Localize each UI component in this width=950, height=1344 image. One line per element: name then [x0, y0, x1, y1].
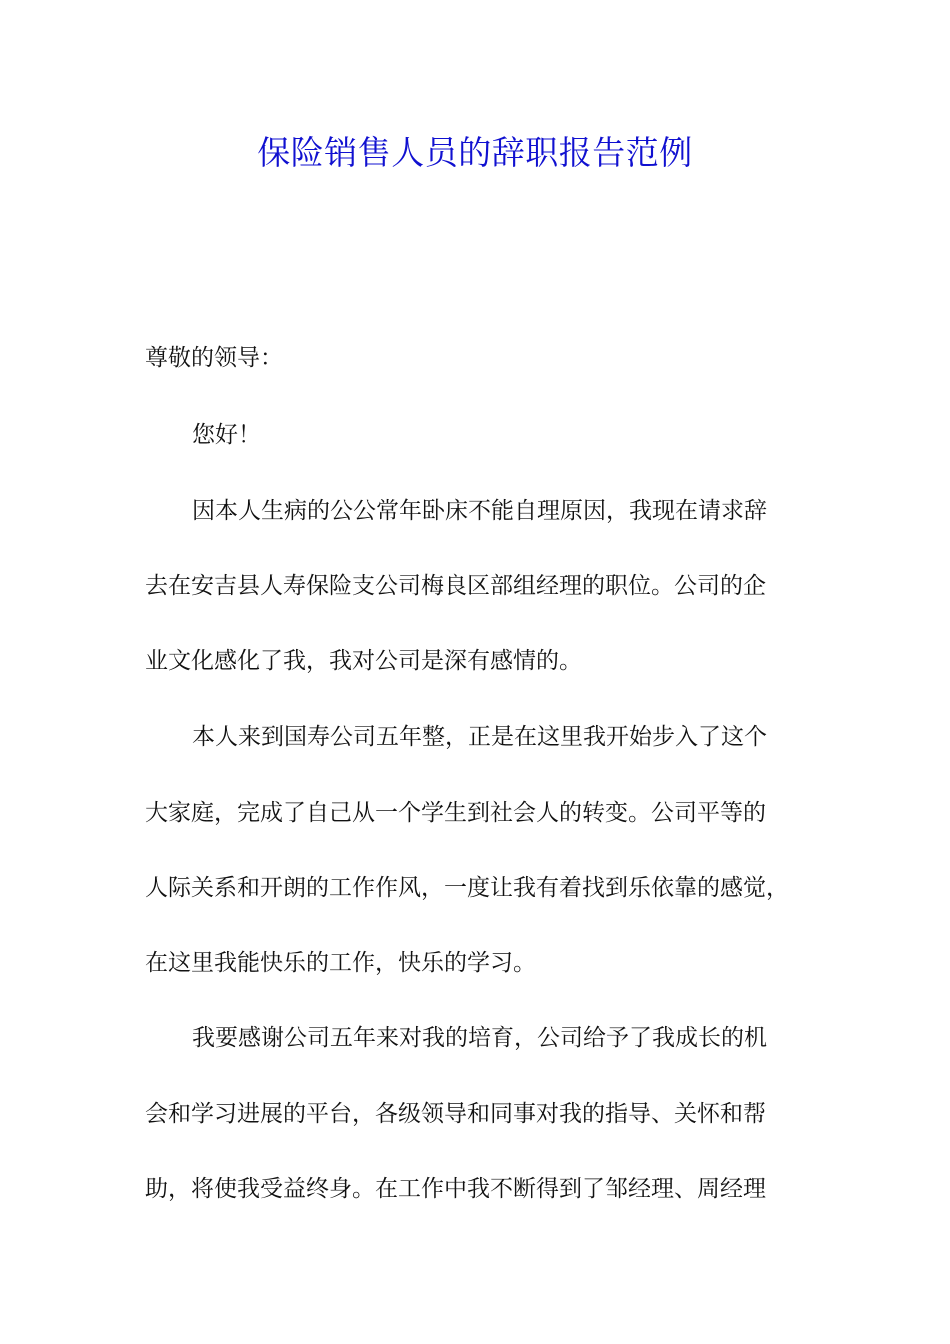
- paragraph-line: 会和学习进展的平台，各级领导和同事对我的指导、关怀和帮: [145, 1101, 766, 1127]
- paragraph-line: 去在安吉县人寿保险支公司梅良区部组经理的职位。公司的企: [145, 573, 766, 599]
- document-title: 保险销售人员的辞职报告范例: [257, 133, 693, 172]
- paragraph-line: 因本人生病的公公常年卧床不能自理原因，我现在请求辞: [192, 498, 767, 524]
- salutation: 尊敬的领导：: [145, 345, 283, 371]
- paragraph-line: 大家庭，完成了自己从一个学生到社会人的转变。公司平等的: [145, 800, 766, 826]
- paragraph-line: 助，将使我受益终身。在工作中我不断得到了邹经理、周经理: [145, 1176, 766, 1202]
- greeting: 您好！: [192, 422, 261, 448]
- paragraph-line: 业文化感化了我，我对公司是深有感情的。: [145, 648, 582, 674]
- paragraph-line: 在这里我能快乐的工作，快乐的学习。: [145, 950, 536, 976]
- paragraph-line: 本人来到国寿公司五年整，正是在这里我开始步入了这个: [192, 724, 767, 750]
- paragraph-line: 我要感谢公司五年来对我的培育，公司给予了我成长的机: [192, 1025, 767, 1051]
- paragraph-line: 人际关系和开朗的工作作风，一度让我有着找到乐依靠的感觉，: [145, 875, 789, 901]
